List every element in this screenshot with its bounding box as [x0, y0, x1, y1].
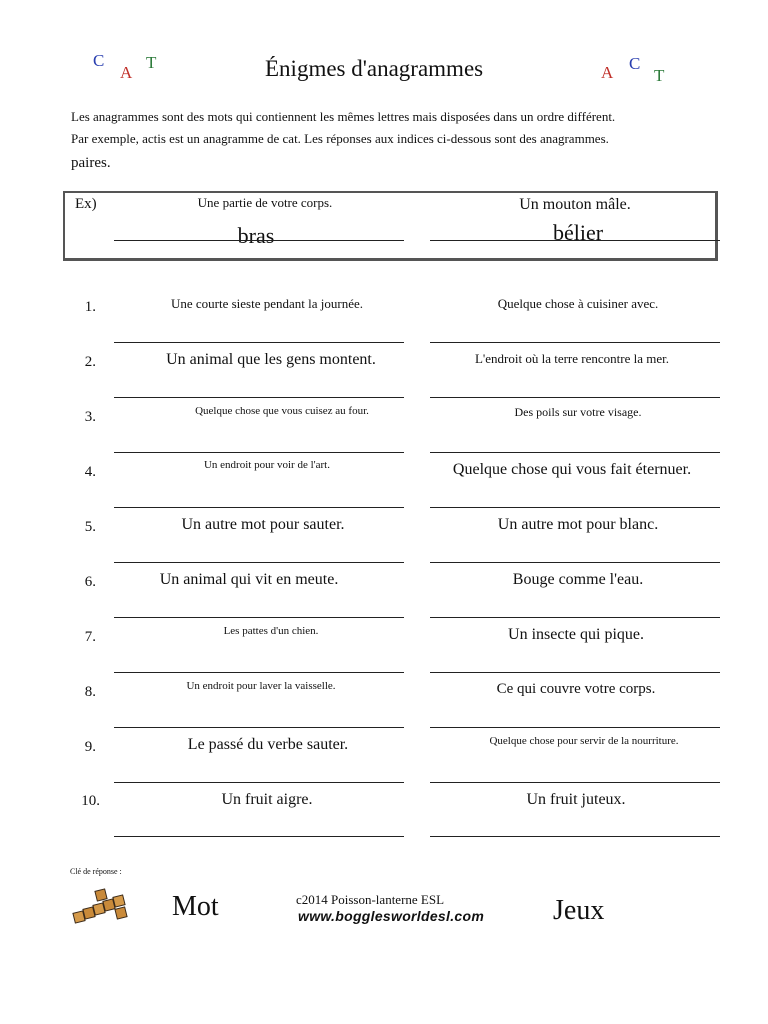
row-left-answer-line[interactable] [114, 562, 404, 563]
deco-letter-c-right: C [629, 54, 641, 73]
example-right-answer: bélier [552, 220, 604, 245]
logo-word-jeux: Jeux [553, 895, 605, 926]
row-left-answer-line[interactable] [114, 836, 404, 837]
row-number: 9. [84, 739, 96, 755]
example-label: Ex) [75, 196, 97, 212]
row-right-clue: Bouge comme l'eau. [512, 571, 644, 588]
example-right-clue: Un mouton mâle. [519, 196, 631, 213]
row-right-answer-line[interactable] [430, 617, 720, 618]
row-number: 1. [84, 299, 96, 315]
row-right-clue: Ce qui couvre votre corps. [496, 681, 656, 697]
row-right-clue: Quelque chose pour servir de la nourriture. [489, 735, 679, 747]
deco-letter-t-left: T [146, 53, 157, 72]
row-number: 6. [84, 574, 96, 590]
row-right-answer-line[interactable] [430, 452, 720, 453]
row-right-clue: Quelque chose qui vous fait éternuer. [452, 461, 692, 478]
row-number: 10. [81, 793, 100, 809]
row-right-answer-line[interactable] [430, 397, 720, 398]
row-number: 5. [84, 519, 96, 535]
row-left-clue: Un animal qui vit en meute. [159, 571, 339, 588]
deco-letter-c-left: C [93, 51, 105, 70]
row-right-clue: Un insecte qui pique. [508, 626, 644, 643]
row-left-clue: Les pattes d'un chien. [223, 625, 319, 637]
row-right-answer-line[interactable] [430, 782, 720, 783]
example-left-clue: Une partie de votre corps. [197, 195, 333, 210]
row-left-clue: Un animal que les gens montent. [166, 351, 376, 368]
row-right-answer-line[interactable] [430, 507, 720, 508]
row-number: 2. [84, 354, 96, 370]
row-right-answer-line[interactable] [430, 342, 720, 343]
logo-word-mot: Mot [172, 891, 219, 922]
example-left-answer: bras [237, 223, 275, 248]
row-left-answer-line[interactable] [114, 397, 404, 398]
row-left-clue: Un fruit aigre. [221, 791, 313, 808]
row-right-answer-line[interactable] [430, 727, 720, 728]
row-right-answer-line[interactable] [430, 562, 720, 563]
row-left-clue: Un endroit pour laver la vaisselle. [186, 680, 336, 692]
row-left-clue: Le passé du verbe sauter. [187, 736, 349, 753]
answer-key-label: Clé de réponse : [70, 867, 122, 876]
row-left-answer-line[interactable] [114, 672, 404, 673]
page-title: Énigmes d'anagrammes [265, 56, 484, 81]
row-number: 8. [84, 684, 96, 700]
row-left-answer-line[interactable] [114, 727, 404, 728]
row-left-answer-line[interactable] [114, 617, 404, 618]
row-left-answer-line[interactable] [114, 782, 404, 783]
deco-letter-a-left: A [120, 63, 133, 82]
intro-line-1: Les anagrammes sont des mots qui contiennent les mêmes lettres mais disposées dans un ordre différent. [71, 109, 616, 124]
row-left-clue: Un endroit pour voir de l'art. [203, 459, 330, 471]
deco-letter-t-right: T [654, 66, 665, 85]
example-right-answer-line [430, 240, 720, 241]
copyright-credit: c2014 Poisson-lanterne ESL [296, 892, 445, 907]
row-number: 4. [84, 464, 96, 480]
row-right-clue: Un fruit juteux. [526, 791, 626, 808]
row-number: 7. [84, 629, 96, 645]
row-right-clue: L'endroit où la terre rencontre la mer. [474, 351, 669, 366]
website-url[interactable]: www.bogglesworldesl.com [298, 908, 485, 924]
intro-line-3: paires. [71, 155, 111, 171]
row-right-clue: Des poils sur votre visage. [514, 405, 642, 419]
row-right-clue: Quelque chose à cuisiner avec. [497, 296, 659, 311]
row-left-answer-line[interactable] [114, 452, 404, 453]
row-left-clue: Un autre mot pour sauter. [181, 516, 345, 533]
row-left-answer-line[interactable] [114, 342, 404, 343]
crossword-tiles-icon [72, 888, 138, 926]
row-left-answer-line[interactable] [114, 507, 404, 508]
intro-line-2: Par exemple, actis est un anagramme de cat. Les réponses aux indices ci-dessous sont des anagrammes. [71, 131, 609, 146]
row-right-clue: Un autre mot pour blanc. [497, 516, 659, 533]
row-right-answer-line[interactable] [430, 672, 720, 673]
row-number: 3. [84, 409, 96, 425]
deco-letter-a-right: A [601, 63, 614, 82]
row-left-clue: Une courte sieste pendant la journée. [170, 296, 364, 311]
row-left-clue: Quelque chose que vous cuisez au four. [195, 405, 369, 417]
row-right-answer-line[interactable] [430, 836, 720, 837]
example-left-answer-line [114, 240, 404, 241]
